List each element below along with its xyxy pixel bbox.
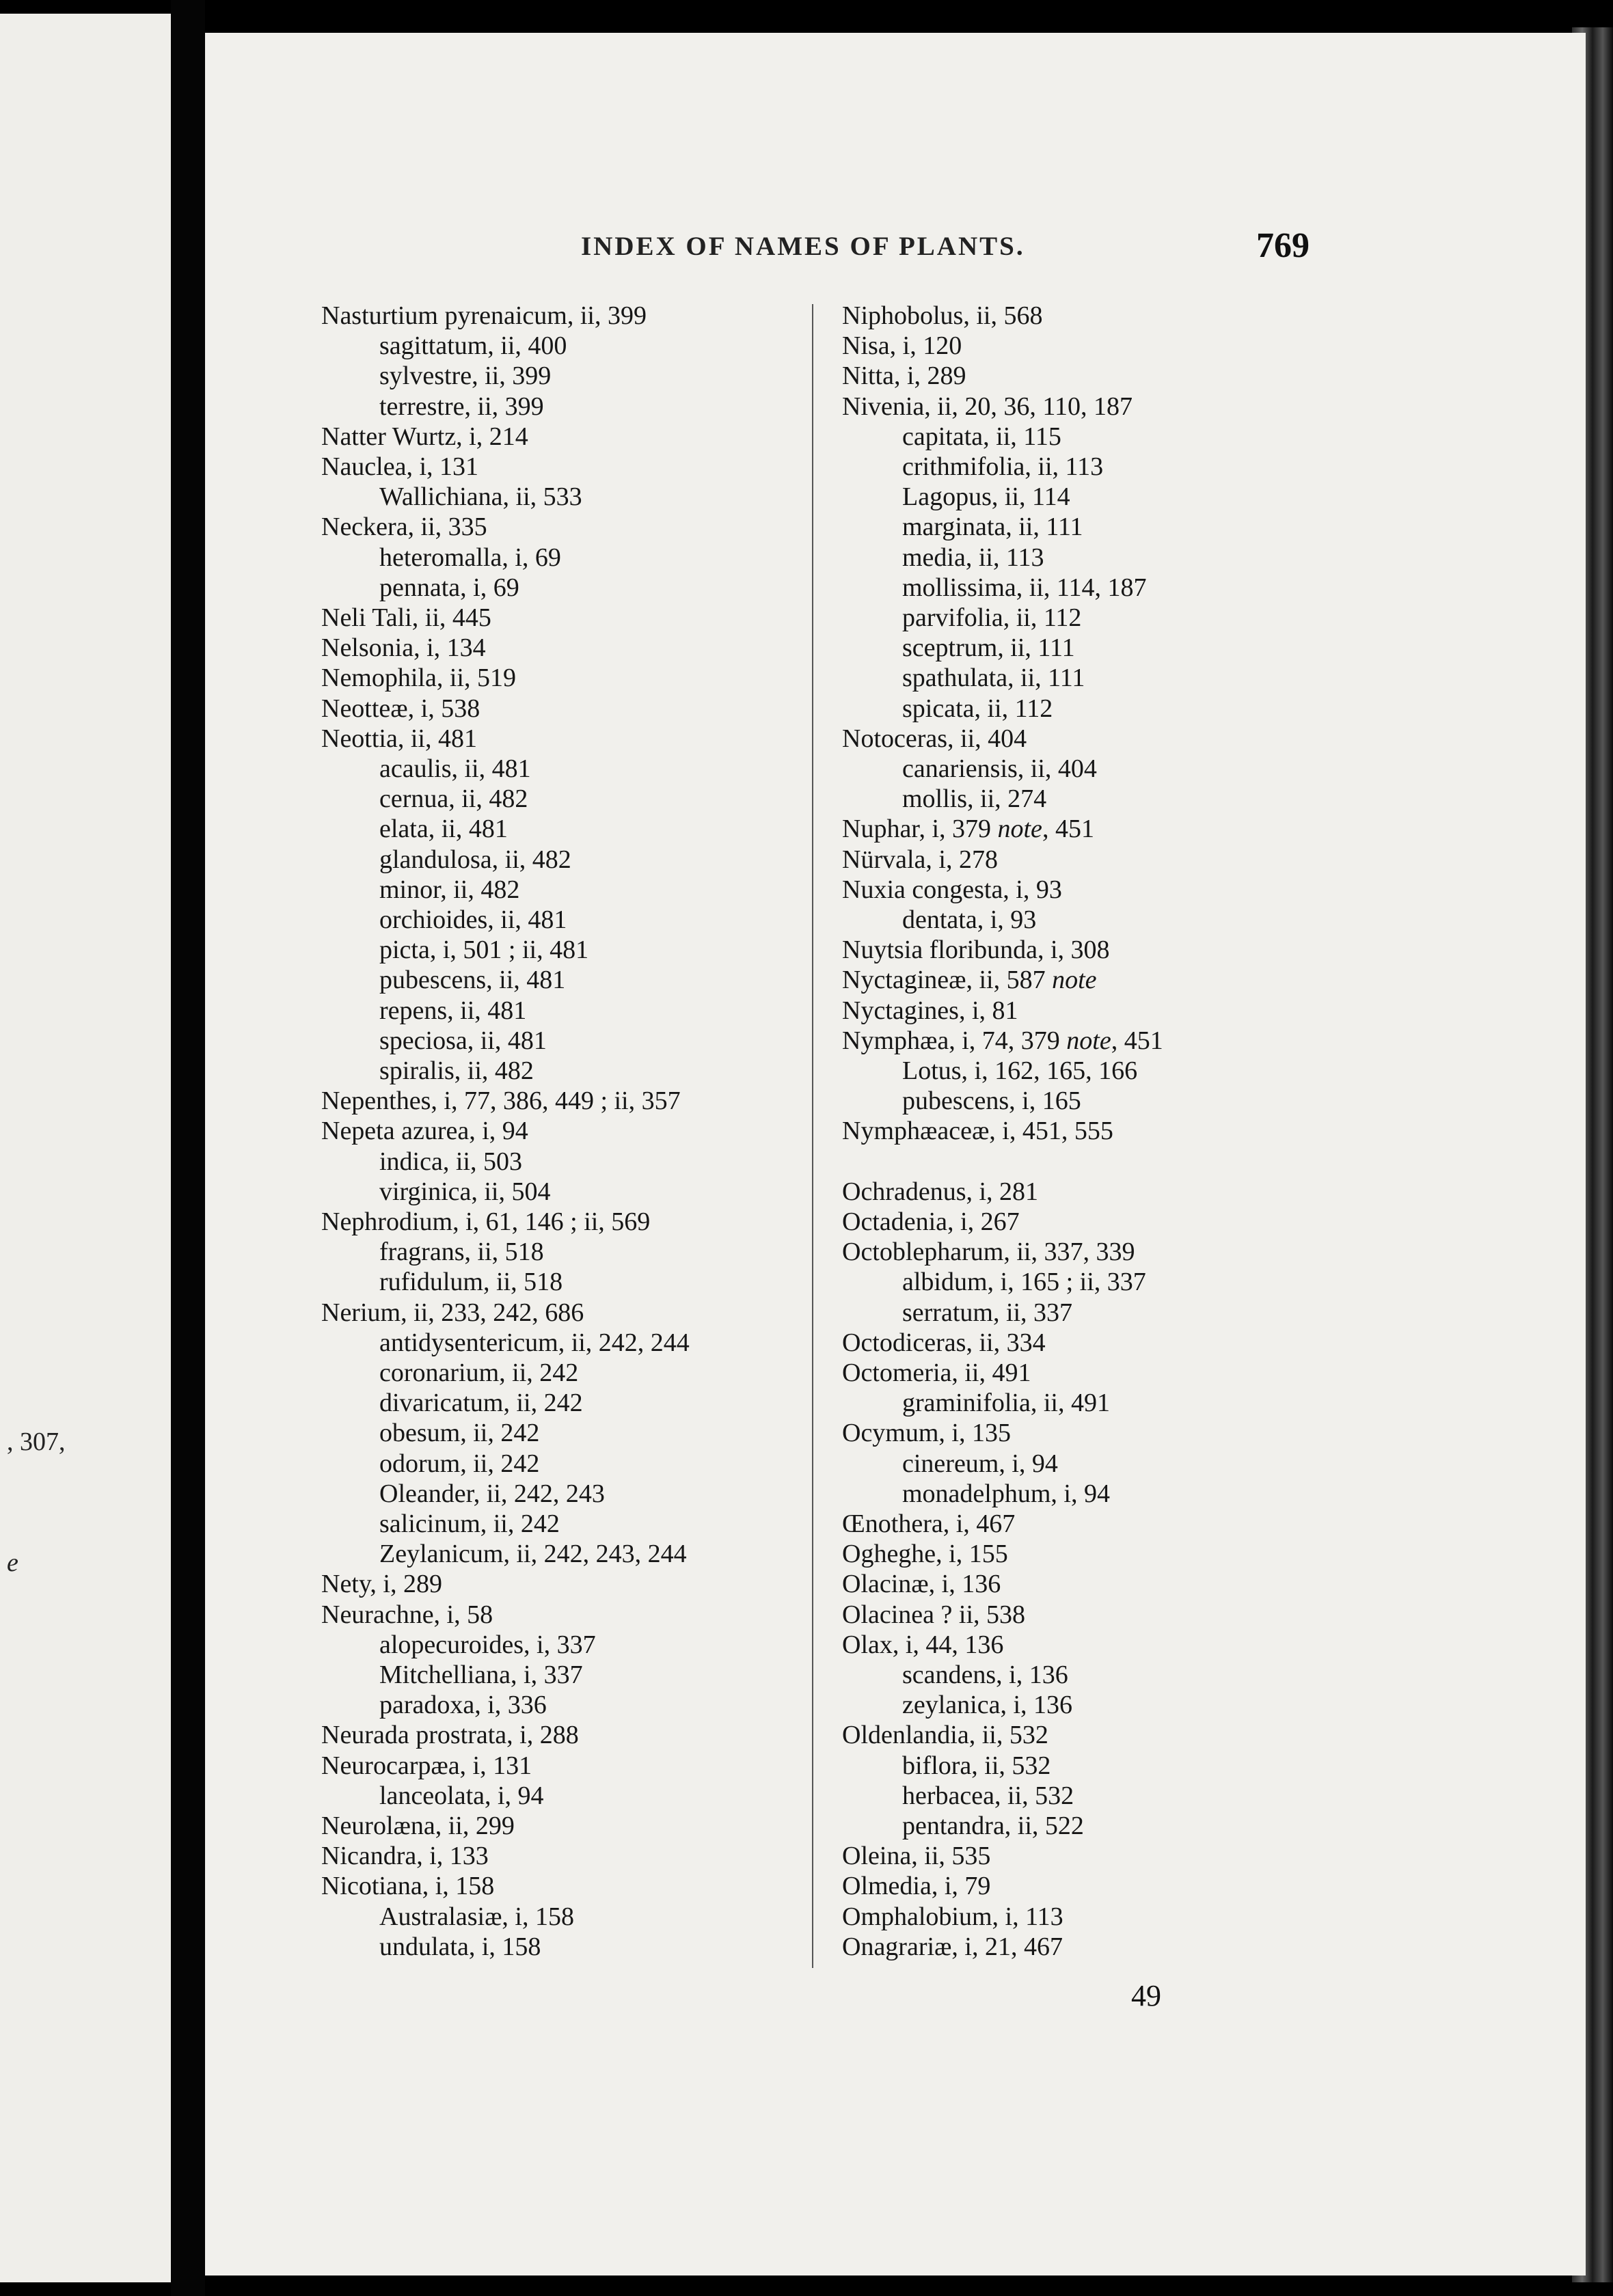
index-subentry (379, 543, 561, 573)
index-subentry (379, 482, 582, 512)
index-subentry (902, 1449, 1058, 1479)
entry-text: Lotus, i, 162, 165, 166 (902, 1056, 1138, 1085)
entry-text: cinereum, i, 94 (902, 1449, 1058, 1478)
index-entry (321, 301, 647, 331)
index-subentry (379, 784, 528, 814)
index-subentry (379, 1630, 596, 1660)
index-subentry (379, 814, 508, 844)
entry-text: antidysentericum, ii, 242, 244 (379, 1328, 690, 1357)
entry-text: dentata, i, 93 (902, 905, 1037, 934)
index-entry (842, 996, 1018, 1026)
index-subentry (379, 1177, 551, 1207)
index-entry (321, 1720, 579, 1750)
index-subentry (379, 875, 519, 905)
entry-text: Neli Tali, ii, 445 (321, 603, 491, 632)
index-subentry (902, 1086, 1081, 1116)
index-entry (842, 1720, 1048, 1750)
index-entry (321, 1116, 528, 1146)
entry-text: sagittatum, ii, 400 (379, 331, 567, 361)
index-subentry (902, 1751, 1051, 1781)
entry-text: Nicotiana, i, 158 (321, 1872, 495, 1901)
entry-text: media, ii, 113 (902, 543, 1044, 572)
index-subentry (379, 905, 567, 935)
column-divider (812, 304, 813, 1968)
index-entry (842, 845, 998, 875)
entry-text: undulata, i, 158 (379, 1932, 541, 1961)
index-entry (842, 1237, 1135, 1267)
entry-text: Nürvala, i, 278 (842, 845, 998, 874)
entry-text: Nephrodium, i, 61, 146 ; ii, 569 (321, 1207, 651, 1236)
entry-text: Nelsonia, i, 134 (321, 633, 486, 663)
index-subentry (379, 1147, 522, 1177)
entry-text: lanceolata, i, 94 (379, 1781, 544, 1810)
index-entry (321, 633, 486, 663)
entry-text: Nisa, i, 120 (842, 331, 962, 361)
entry-text: Onagrariæ, i, 21, 467 (842, 1932, 1063, 1961)
entry-text: spathulata, ii, 111 (902, 664, 1085, 693)
entry-text: speciosa, ii, 481 (379, 1026, 547, 1055)
index-subentry (902, 452, 1103, 482)
index-entry (321, 663, 516, 693)
previous-page-edge (0, 14, 171, 2282)
index-entry (842, 1207, 1020, 1237)
entry-text: parvifolia, ii, 112 (902, 603, 1082, 632)
index-subentry (379, 1479, 605, 1509)
entry-text: glandulosa, ii, 482 (379, 845, 571, 874)
entry-text: repens, ii, 481 (379, 996, 527, 1025)
entry-text: Neurolæna, ii, 299 (321, 1812, 515, 1840)
index-subentry (379, 1539, 687, 1569)
index-entry (842, 1630, 1003, 1660)
index-entry (321, 1086, 681, 1116)
entry-text: cernua, ii, 482 (379, 784, 528, 814)
entry-text: Neotteæ, i, 538 (321, 694, 480, 723)
index-subentry (379, 392, 544, 422)
index-entry (321, 1207, 650, 1237)
entry-text: obesum, ii, 242 (379, 1419, 540, 1448)
entry-text: scandens, i, 136 (902, 1660, 1068, 1689)
entry-text: Nivenia, ii, 20, 36, 110, 187 (842, 392, 1133, 421)
index-subentry (902, 573, 1147, 603)
index-entry (842, 1600, 1025, 1630)
entry-text: Omphalobium, i, 113 (842, 1902, 1063, 1931)
index-entry (842, 1418, 1011, 1448)
index-subentry (902, 482, 1070, 512)
entry-text: canariensis, ii, 404 (902, 754, 1097, 783)
index-subentry (379, 1358, 578, 1388)
index-subentry (379, 1237, 544, 1267)
index-subentry (379, 754, 531, 784)
entry-text: Australasiæ, i, 158 (379, 1902, 574, 1931)
entry-text: Oleina, ii, 535 (842, 1842, 991, 1871)
entry-text: Nyctagineæ, ii, 587 (842, 966, 1046, 995)
entry-text: virginica, ii, 504 (379, 1177, 551, 1206)
index-subentry (379, 361, 551, 391)
index-subentry (902, 603, 1081, 633)
entry-text: Olacinæ, i, 136 (842, 1570, 1001, 1599)
entry-text: graminifolia, ii, 491 (902, 1389, 1110, 1418)
page-number: 769 (1256, 226, 1310, 265)
entry-text: Neottia, ii, 481 (321, 724, 477, 753)
index-subentry (379, 1056, 534, 1086)
entry-text: orchioides, ii, 481 (379, 905, 567, 934)
index-subentry (902, 694, 1053, 724)
index-subentry (902, 754, 1097, 784)
index-entry (321, 694, 480, 724)
entry-note: note (997, 815, 1042, 844)
index-entry (842, 1509, 1015, 1539)
entry-text: picta, i, 501 ; ii, 481 (379, 935, 589, 965)
index-entry (842, 1358, 1031, 1388)
entry-text: Octadenia, i, 267 (842, 1207, 1020, 1236)
entry-text: Ocymum, i, 135 (842, 1419, 1011, 1448)
previous-page-fragment: e (7, 1548, 18, 1577)
entry-text: Œnothera, i, 467 (842, 1509, 1016, 1538)
entry-text: Notoceras, ii, 404 (842, 724, 1027, 753)
index-subentry (379, 1902, 574, 1932)
index-subentry (902, 1298, 1072, 1328)
index-entry (321, 1841, 489, 1871)
entry-text: sylvestre, ii, 399 (379, 361, 552, 391)
index-subentry (902, 784, 1046, 814)
entry-text: Ogheghe, i, 155 (842, 1540, 1008, 1569)
entry-text: Zeylanicum, ii, 242, 243, 244 (379, 1540, 687, 1569)
entry-text: Nepenthes, i, 77, 386, 449 ; ii, 357 (321, 1086, 681, 1116)
entry-text: Nasturtium pyrenaicum, ii, 399 (321, 301, 647, 330)
entry-text: heteromalla, i, 69 (379, 543, 561, 572)
entry-text: capitata, ii, 115 (902, 422, 1061, 451)
entry-text: Octomeria, ii, 491 (842, 1358, 1031, 1387)
index-subentry (902, 512, 1083, 542)
index-subentry (902, 1056, 1137, 1086)
entry-text: spicata, ii, 112 (902, 694, 1053, 723)
index-subentry (379, 331, 567, 361)
entry-tail: , 451 (1111, 1026, 1163, 1055)
index-entry (321, 1811, 515, 1841)
entry-text: elata, ii, 481 (379, 815, 508, 844)
entry-text: monadelphum, i, 94 (902, 1479, 1110, 1508)
entry-text: pubescens, i, 165 (902, 1086, 1081, 1116)
entry-text: Nepeta azurea, i, 94 (321, 1117, 528, 1146)
index-subentry (902, 1781, 1074, 1811)
index-subentry (379, 845, 571, 875)
entry-text: coronarium, ii, 242 (379, 1358, 579, 1387)
index-subentry (379, 965, 565, 995)
entry-text: fragrans, ii, 518 (379, 1238, 544, 1267)
entry-text: pentandra, ii, 522 (902, 1812, 1084, 1840)
index-subentry (379, 573, 519, 603)
entry-text: Niphobolus, ii, 568 (842, 301, 1043, 330)
index-subentry (379, 1932, 541, 1962)
index-entry (842, 1116, 1113, 1146)
index-subentry (379, 1660, 583, 1690)
index-entry (842, 331, 962, 361)
entry-text: Olacinea ? ii, 538 (842, 1600, 1026, 1629)
entry-text: zeylanica, i, 136 (902, 1691, 1073, 1720)
entry-text: Nauclea, i, 131 (321, 452, 479, 481)
index-entry (842, 1026, 1163, 1056)
entry-text: biflora, ii, 532 (902, 1751, 1051, 1780)
entry-text: Nuxia congesta, i, 93 (842, 875, 1062, 904)
index-subentry (902, 1479, 1110, 1509)
entry-text: pennata, i, 69 (379, 573, 519, 602)
index-subentry (902, 543, 1044, 573)
index-entry (321, 452, 478, 482)
entry-text: Nitta, i, 289 (842, 361, 966, 391)
index-entry (842, 935, 1110, 965)
entry-text: Olax, i, 44, 136 (842, 1630, 1004, 1659)
index-subentry (902, 1811, 1084, 1841)
index-subentry (902, 1388, 1110, 1418)
index-subentry (379, 1509, 560, 1539)
entry-text: spiralis, ii, 482 (379, 1056, 534, 1085)
index-entry (842, 875, 1062, 905)
index-entry (842, 724, 1027, 754)
entry-tail: , 451 (1042, 815, 1094, 844)
entry-text: rufidulum, ii, 518 (379, 1268, 563, 1297)
index-entry (842, 1932, 1063, 1962)
entry-text: marginata, ii, 111 (902, 512, 1083, 542)
index-entry (321, 422, 528, 452)
index-entry (842, 392, 1133, 422)
index-subentry (379, 1267, 562, 1297)
index-subentry (902, 905, 1036, 935)
entry-text: Nemophila, ii, 519 (321, 664, 516, 693)
signature-mark: 49 (1131, 1979, 1161, 2012)
index-entry (842, 1328, 1046, 1358)
entry-text: Nety, i, 289 (321, 1570, 442, 1599)
entry-text: Nicandra, i, 133 (321, 1842, 489, 1871)
entry-text: minor, ii, 482 (379, 875, 520, 904)
index-entry (842, 361, 966, 391)
book-gutter (171, 0, 205, 2296)
entry-text: Ochradenus, i, 281 (842, 1177, 1039, 1206)
index-entry (321, 1751, 532, 1781)
entry-text: albidum, i, 165 ; ii, 337 (902, 1268, 1146, 1297)
entry-note: note (1052, 966, 1097, 995)
entry-text: Nerium, ii, 233, 242, 686 (321, 1298, 584, 1327)
index-entry (321, 1569, 442, 1599)
index-subentry (379, 1781, 544, 1811)
index-subentry (379, 996, 526, 1026)
index-subentry (379, 1418, 539, 1448)
index-subentry (902, 422, 1061, 452)
entry-text: Mitchelliana, i, 337 (379, 1660, 583, 1689)
entry-text: terrestre, ii, 399 (379, 392, 544, 421)
entry-text: Nuphar, i, 379 (842, 815, 991, 844)
entry-text: Neurocarpæa, i, 131 (321, 1751, 532, 1780)
index-subentry (379, 1388, 583, 1418)
entry-text: Wallichiana, ii, 533 (379, 482, 582, 512)
entry-text: paradoxa, i, 336 (379, 1691, 547, 1720)
index-subentry (379, 1328, 690, 1358)
index-subentry (902, 1660, 1068, 1690)
entry-text: Octodiceras, ii, 334 (842, 1328, 1046, 1357)
index-subentry (379, 1449, 539, 1479)
entry-text: mollis, ii, 274 (902, 784, 1047, 814)
index-subentry (379, 935, 588, 965)
index-entry (321, 603, 491, 633)
index-entry (321, 1871, 494, 1901)
entry-text: salicinum, ii, 242 (379, 1509, 560, 1538)
index-entry (842, 1569, 1001, 1599)
entry-text: acaulis, ii, 481 (379, 754, 531, 783)
index-entry (842, 1177, 1038, 1207)
index-entry (842, 1841, 990, 1871)
entry-note: note (1066, 1026, 1111, 1055)
index-entry (321, 512, 487, 542)
entry-text: Lagopus, ii, 114 (902, 482, 1070, 512)
index-subentry (379, 1026, 547, 1056)
entry-text: odorum, ii, 242 (379, 1449, 540, 1478)
entry-text: serratum, ii, 337 (902, 1298, 1073, 1327)
entry-text: Olmedia, i, 79 (842, 1872, 991, 1901)
index-entry (842, 814, 1094, 844)
index-entry (321, 1600, 493, 1630)
index-subentry (902, 633, 1075, 663)
entry-text: Nymphæa, i, 74, 379 (842, 1026, 1060, 1055)
entry-text: mollissima, ii, 114, 187 (902, 573, 1147, 602)
index-entry (321, 1298, 584, 1328)
index-entry (842, 965, 1097, 995)
entry-text: Oldenlandia, ii, 532 (842, 1721, 1048, 1750)
entry-text: Neckera, ii, 335 (321, 512, 487, 542)
entry-text: Nyctagines, i, 81 (842, 996, 1018, 1025)
index-entry (842, 301, 1042, 331)
index-subentry (902, 663, 1085, 693)
entry-text: alopecuroides, i, 337 (379, 1630, 596, 1659)
running-header: INDEX OF NAMES OF PLANTS. (581, 232, 1025, 261)
index-entry (842, 1902, 1063, 1932)
entry-text: sceptrum, ii, 111 (902, 633, 1075, 663)
entry-text: Oleander, ii, 242, 243 (379, 1479, 605, 1508)
entry-text: crithmifolia, ii, 113 (902, 452, 1104, 481)
entry-text: Neurada prostrata, i, 288 (321, 1721, 579, 1750)
index-subentry (902, 1267, 1146, 1297)
entry-text: Natter Wurtz, i, 214 (321, 422, 528, 451)
previous-page-fragment: , 307, (7, 1427, 66, 1456)
index-entry (842, 1539, 1008, 1569)
entry-text: Nymphæaceæ, i, 451, 555 (842, 1117, 1113, 1146)
entry-text: Nuytsia floribunda, i, 308 (842, 935, 1110, 965)
index-subentry (902, 1690, 1072, 1720)
entry-text: Neurachne, i, 58 (321, 1600, 493, 1629)
entry-text: pubescens, ii, 481 (379, 966, 566, 995)
index-entry (321, 724, 477, 754)
entry-text: herbacea, ii, 532 (902, 1781, 1074, 1810)
index-subentry (379, 1690, 547, 1720)
entry-text: Octoblepharum, ii, 337, 339 (842, 1238, 1135, 1267)
entry-text: indica, ii, 503 (379, 1147, 522, 1176)
entry-text: divaricatum, ii, 242 (379, 1389, 583, 1418)
index-entry (842, 1871, 990, 1901)
